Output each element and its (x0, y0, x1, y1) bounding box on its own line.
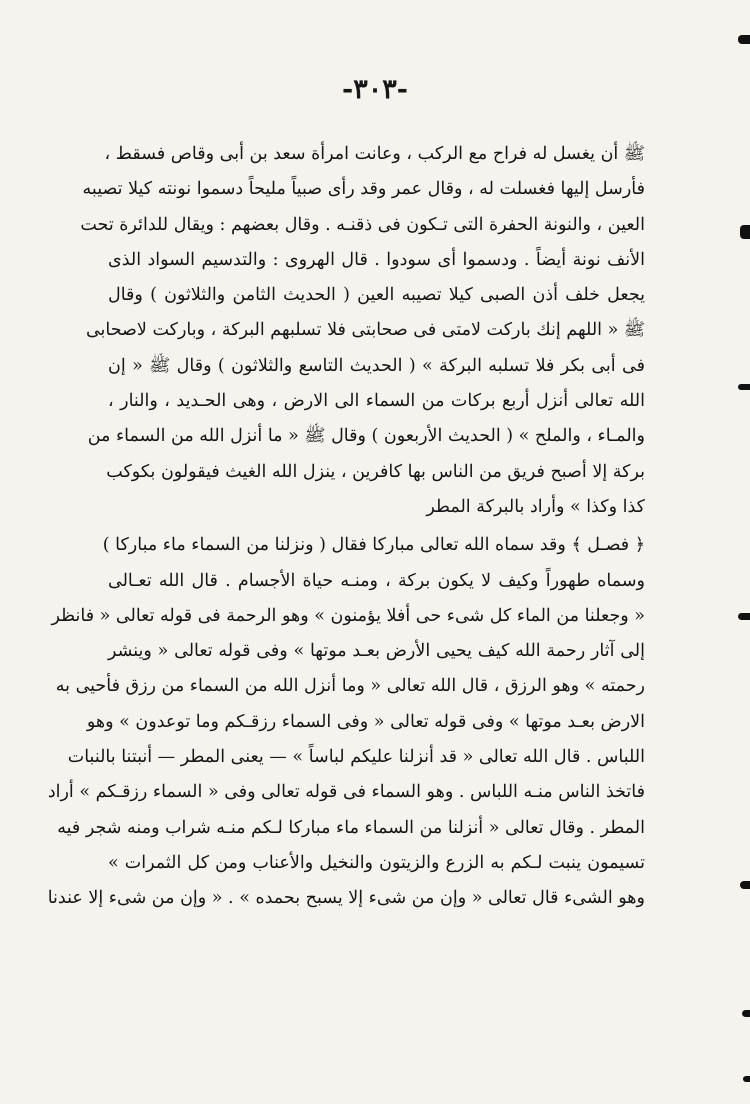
text-line: الارض بعـد موتها » وفى قوله تعالى « وفى السماء رزقـكم وما توعدون » وهو (86, 711, 645, 732)
text-line: المطر . وقال تعالى « أنزلنا من السماء ماء مباركا لـكم منـه شراب ومنه شجر فيه (57, 817, 645, 838)
text-line: إلى آثار رحمة الله كيف يحيى الأرض بعـد موتها » وفى قوله تعالى « وينشر (108, 641, 645, 662)
text-line: تسيمون ينبت لـكم به الزرع والزيتون والنخيل والأعناب ومن كل الثمرات » (108, 852, 645, 873)
text-line: وسماه طهوراً وكيف لا يكون بركة ، ومنـه حياة الأجسام . قال الله تعـالى (108, 570, 645, 591)
scan-edge-mark (738, 384, 750, 390)
text-line: والمـاء ، والملح » ( الحديث الأربعون ) وقال ﷺ « ما أنزل الله من السماء من (87, 426, 645, 447)
text-line: اللباس . قال الله تعالى « قد أنزلنا عليكم لباساً » — يعنى المطر — أنبتنا بالنبات (67, 747, 645, 768)
text-line: فأرسل إليها فغسلت له ، وقال عمر وقد رأى صبياً مليحاً دسموا نونته كيلا تصيبه (82, 179, 645, 200)
text-line: يجعل خلف أذن الصبى كيلا تصيبه العين ( الحديث الثامن والثلاثون ) وقال (108, 285, 645, 306)
scan-edge-mark (738, 613, 750, 620)
text-line: « وجعلنا من الماء كل شىء حى أفلا يؤمنون » وهو الرحمة فى قوله تعالى « فانظر (51, 605, 645, 626)
page-number: -٣٠٣- (342, 74, 408, 105)
scan-edge-mark (740, 881, 750, 889)
section-heading-line: ﴿ فصـل ﴾ وقد سماه الله تعالى مباركا فقال ( ونزلنا من السماء ماء مباركا ) (102, 535, 645, 556)
scan-edge-mark (740, 225, 750, 239)
text-line: وهو الشىء قال تعالى « وإن من شىء إلا يسبح بحمده » . « وإن من شىء إلا عندنا (47, 888, 645, 909)
scan-edge-mark (743, 1076, 750, 1082)
text-line: ﷺ أن يغسل له فراح مع الركب ، وعانت امرأة سعد بن أبى وقاص فسقط ، (104, 144, 645, 164)
text-line: رحمته » وهو الرزق ، قال الله تعالى « وما أنزل الله من السماء من رزق فأحيى به (55, 676, 645, 697)
text-line: الله تعالى أنزل أربع بركات من السماء الى الارض ، وهى الحـديد ، والنار ، (108, 391, 645, 412)
body-text (47, 137, 645, 917)
text-line: العين ، والنونة الحفرة التى تـكون فى ذقنـه . وقال بعضهم : ويقال للدائرة تحت (80, 214, 645, 235)
text-line: فاتخذ الناس منـه اللباس . وهو السماء فى قوله تعالى وفى « السماء رزقـكم » أراد (47, 782, 645, 803)
text-line: الأنف نونة أيضاً . ودسموا أى سودوا . قال الهروى : والتدسيم السواد الذى (108, 249, 645, 270)
text-line: فى أبى بكر فلا تسلبه البركة » ( الحديث التاسع والثلاثون ) وقال ﷺ « إن (108, 355, 645, 376)
text-line: بركة إلا أصبح فريق من الناس بها كافرين ، ينزل الله الغيث فيقولون بكوكب (106, 461, 645, 482)
scan-edge-mark (738, 35, 750, 44)
text-line-paragraph-end: كذا وكذا » وأراد بالبركة المطر (426, 496, 645, 517)
scan-edge-mark (742, 1010, 750, 1017)
text-line: ﷺ « اللهم إنك باركت لامتى فى صحابتى فلا تسلبهم البركة ، وباركت لاصحابى (85, 320, 645, 341)
